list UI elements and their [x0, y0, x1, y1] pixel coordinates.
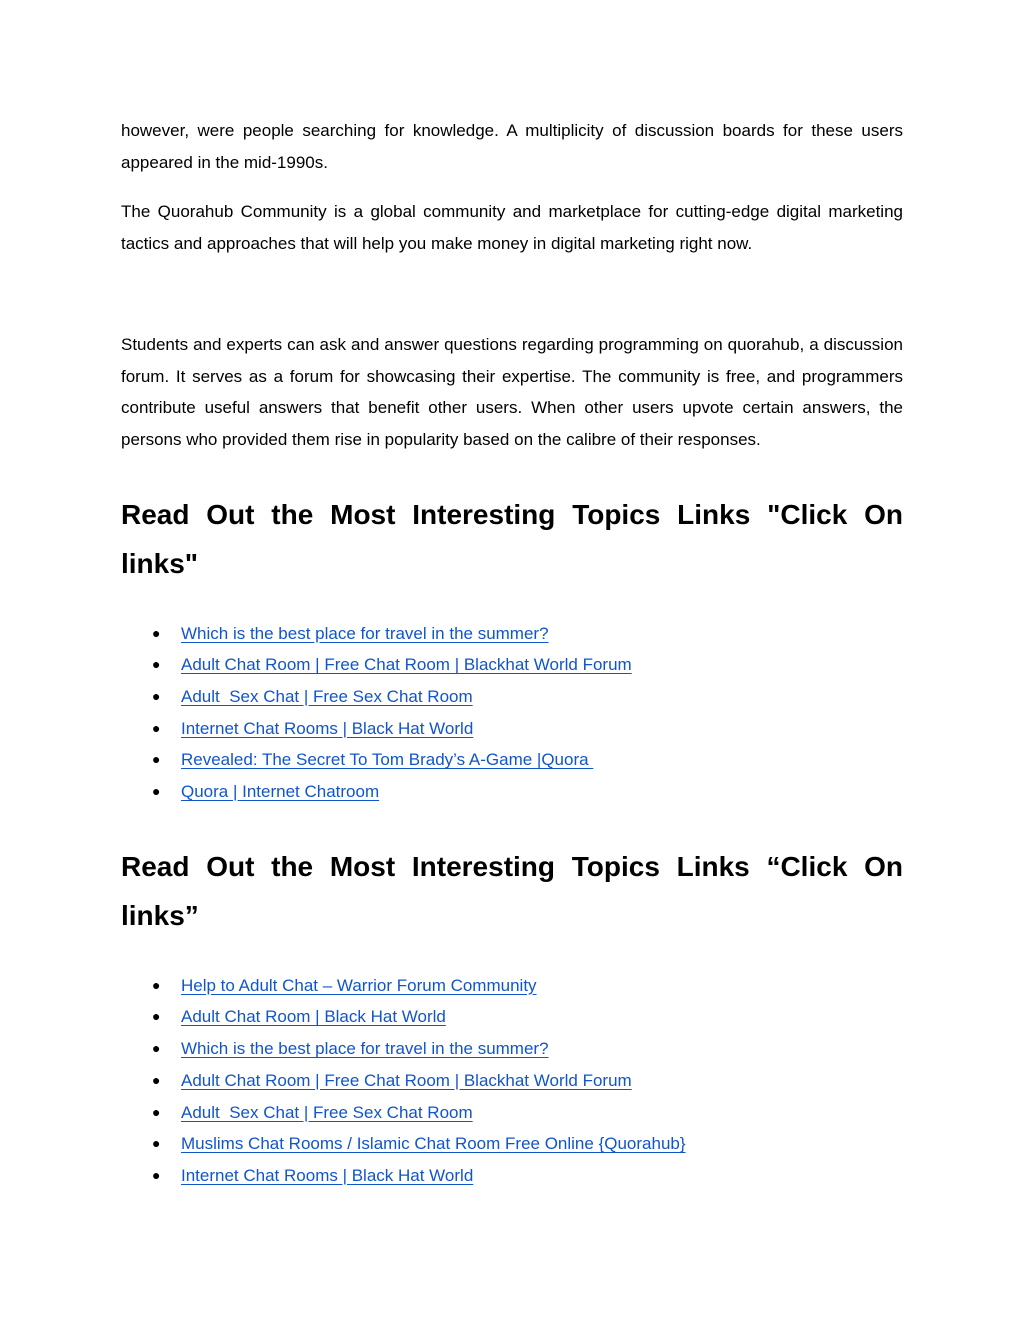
topic-links-list-2: [121, 970, 903, 1192]
topic-link[interactable]: Internet Chat Rooms | Black Hat World: [181, 1165, 474, 1185]
list-item: [121, 1065, 903, 1097]
list-item: [121, 970, 903, 1002]
bullet-icon: ●: [152, 1071, 161, 1088]
bullet-icon: ●: [152, 1040, 161, 1057]
bullet-icon: ●: [152, 783, 161, 800]
bullet-icon: ●: [152, 751, 161, 768]
list-item: [121, 776, 903, 808]
list-item: [121, 681, 903, 713]
topic-link[interactable]: Internet Chat Rooms | Black Hat World: [181, 718, 474, 738]
section-heading-topics-1: Read Out the Most Interesting Topics Links "Click On links": [121, 498, 903, 579]
intro-paragraph: however, were people searching for knowledge. A multiplicity of discussion boards for these users appeared in the mid-1990s.: [121, 121, 903, 172]
topic-link[interactable]: Which is the best place for travel in the summer?: [181, 1039, 549, 1059]
topic-link[interactable]: Adult Sex Chat | Free Sex Chat Room: [181, 1102, 473, 1122]
topic-link[interactable]: Adult Chat Room | Free Chat Room | Blackhat World Forum: [181, 655, 632, 675]
list-item: [121, 1128, 903, 1160]
list-item: [121, 618, 903, 650]
forum-paragraph: Students and experts can ask and answer questions regarding programming on quorahub, a discussion forum. It serves as a forum for showcasing their expertise. The community is free, and programmers contribute useful answers that benefit other users. When other users upvote certain answers, the persons who provided them rise in popularity based on the calibre of their responses.: [121, 334, 903, 449]
bullet-icon: ●: [152, 1008, 161, 1025]
bullet-icon: ●: [152, 719, 161, 736]
document-page: [121, 115, 903, 1192]
list-item: [121, 713, 903, 745]
bullet-icon: ●: [152, 688, 161, 704]
bullet-icon: ●: [152, 624, 161, 641]
list-item: [121, 1097, 903, 1129]
topic-link[interactable]: Adult Sex Chat | Free Sex Chat Room: [181, 687, 473, 706]
bullet-icon: ●: [152, 1135, 161, 1152]
list-item: [121, 1160, 903, 1192]
topic-link[interactable]: Adult Chat Room | Free Chat Room | Blackhat World Forum: [181, 1070, 632, 1090]
bullet-icon: ●: [152, 1103, 161, 1120]
list-item: [121, 1001, 903, 1033]
topic-link[interactable]: Adult Chat Room | Black Hat World: [181, 1007, 446, 1027]
topic-link[interactable]: Quora | Internet Chatroom: [181, 782, 380, 802]
community-paragraph: The Quorahub Community is a global community and marketplace for cutting-edge digital marketing tactics and approaches that will help you make money in digital marketing right now.: [121, 202, 903, 254]
list-item: [121, 649, 903, 681]
bullet-icon: ●: [152, 976, 161, 993]
topic-links-list-1: [121, 618, 903, 808]
topic-link[interactable]: Which is the best place for travel in the summer?: [181, 623, 549, 643]
list-item: [121, 1033, 903, 1065]
topic-link[interactable]: Revealed: The Secret To Tom Brady’s A-Game |Quora: [181, 750, 594, 770]
bullet-icon: ●: [152, 1166, 161, 1183]
bullet-icon: ●: [152, 656, 161, 673]
topic-link[interactable]: Help to Adult Chat – Warrior Forum Community: [181, 975, 537, 995]
topic-link[interactable]: Muslims Chat Rooms / Islamic Chat Room Free Online {Quorahub}: [181, 1134, 686, 1154]
list-item: [121, 744, 903, 776]
section-heading-topics-2: Read Out the Most Interesting Topics Links “Click On links”: [121, 850, 903, 931]
